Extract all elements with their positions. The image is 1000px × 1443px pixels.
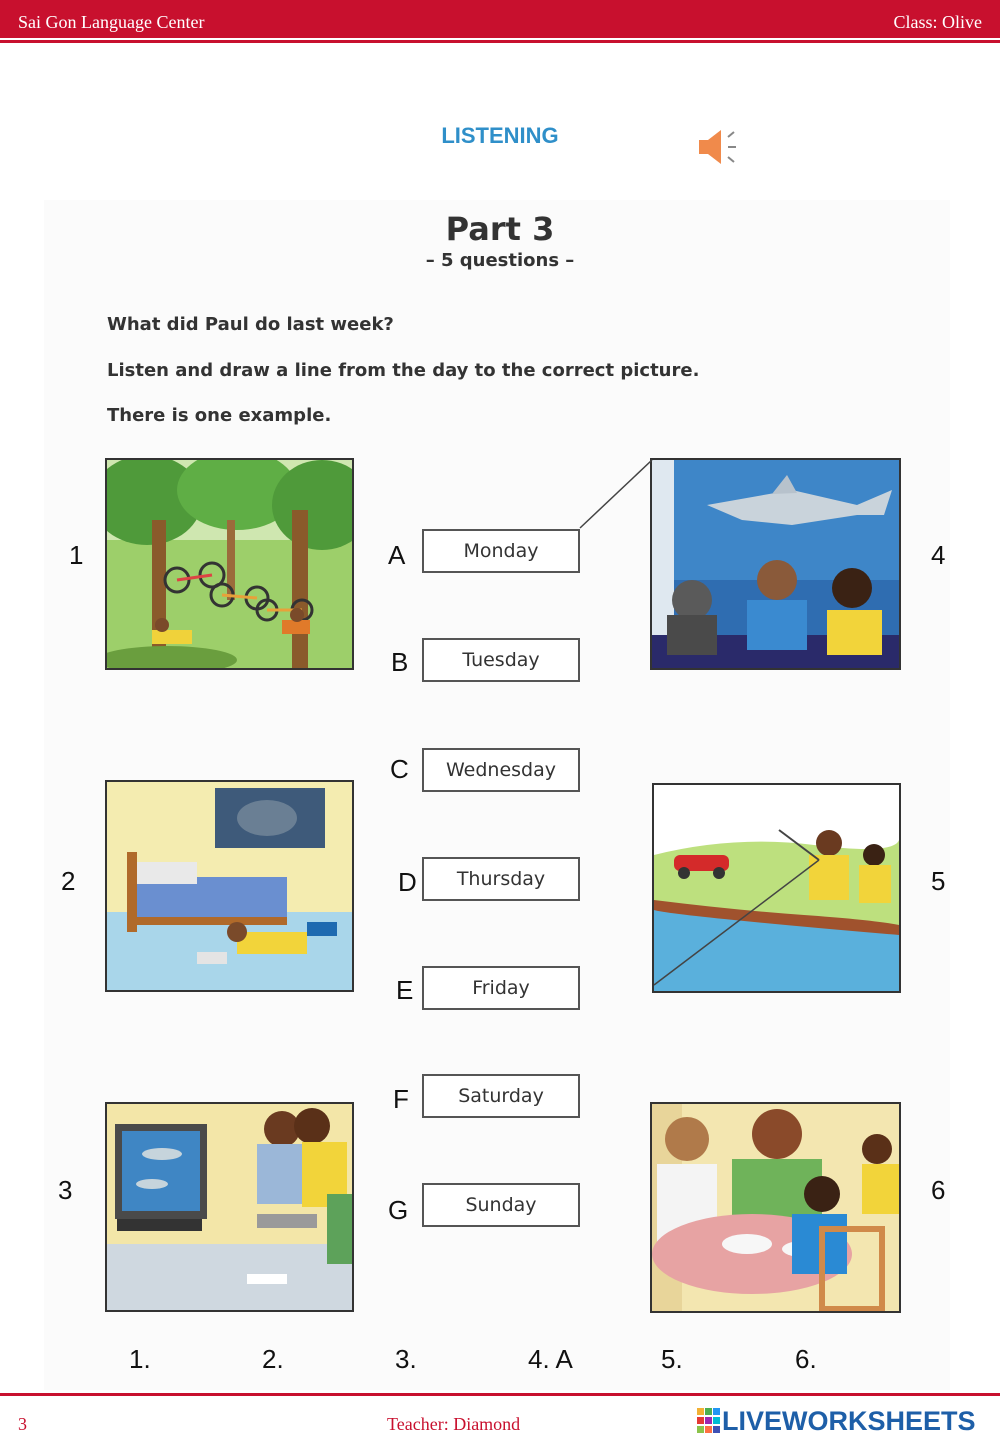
picture-5-fishing <box>652 783 901 993</box>
liveworksheets-brand[interactable]: LIVEWORKSHEETS <box>722 1406 976 1436</box>
day-letter-c: C <box>390 754 409 784</box>
picture-1-park-bikes <box>105 458 354 670</box>
answer-4[interactable]: 4. A <box>528 1344 573 1374</box>
instruction-question: What did Paul do last week? <box>107 314 394 335</box>
answer-3[interactable]: 3. <box>395 1344 417 1374</box>
center-name: Sai Gon Language Center <box>18 12 205 32</box>
day-letter-e: E <box>396 975 414 1005</box>
picture-2-bedroom <box>105 780 354 992</box>
day-letter-f: F <box>393 1084 409 1114</box>
teacher-name: Teacher: Diamond <box>387 1414 521 1434</box>
speaker-icon[interactable] <box>697 127 743 167</box>
day-box-thursday[interactable]: Thursday <box>422 857 580 901</box>
picture-6-family-dinner <box>650 1102 901 1313</box>
header-divider <box>0 40 1000 43</box>
part-subtitle: – 5 questions – <box>425 250 575 271</box>
day-letter-g: G <box>388 1195 409 1225</box>
day-box-friday[interactable]: Friday <box>422 966 580 1010</box>
footer-divider <box>0 1393 1000 1396</box>
day-box-wednesday[interactable]: Wednesday <box>422 748 580 792</box>
picture-number-3: 3 <box>58 1175 73 1205</box>
picture-number-6: 6 <box>931 1175 946 1205</box>
liveworksheets-logo-icon <box>697 1408 721 1434</box>
day-letter-b: B <box>391 647 409 677</box>
instruction-example: There is one example. <box>107 405 332 426</box>
page-number: 3 <box>18 1414 27 1434</box>
answer-2[interactable]: 2. <box>262 1344 284 1374</box>
day-box-saturday[interactable]: Saturday <box>422 1074 580 1118</box>
instruction-task: Listen and draw a line from the day to the correct picture. <box>107 360 700 381</box>
day-box-monday[interactable]: Monday <box>422 529 580 573</box>
example-line <box>578 458 658 533</box>
page-title: LISTENING <box>441 123 559 148</box>
answer-1[interactable]: 1. <box>129 1344 151 1374</box>
answer-6[interactable]: 6. <box>795 1344 817 1374</box>
picture-3-watching-tv <box>105 1102 354 1312</box>
part-title: Part 3 <box>445 210 555 248</box>
class-label: Class: Olive <box>893 12 982 32</box>
picture-number-5: 5 <box>931 866 946 896</box>
answer-5[interactable]: 5. <box>661 1344 683 1374</box>
day-letter-d: D <box>398 867 417 897</box>
day-letter-a: A <box>388 540 406 570</box>
day-box-sunday[interactable]: Sunday <box>422 1183 580 1227</box>
day-box-tuesday[interactable]: Tuesday <box>422 638 580 682</box>
picture-number-4: 4 <box>931 540 946 570</box>
header-bar <box>0 0 1000 38</box>
picture-4-aquarium-shark <box>650 458 901 670</box>
picture-number-2: 2 <box>61 866 76 896</box>
picture-number-1: 1 <box>69 540 84 570</box>
